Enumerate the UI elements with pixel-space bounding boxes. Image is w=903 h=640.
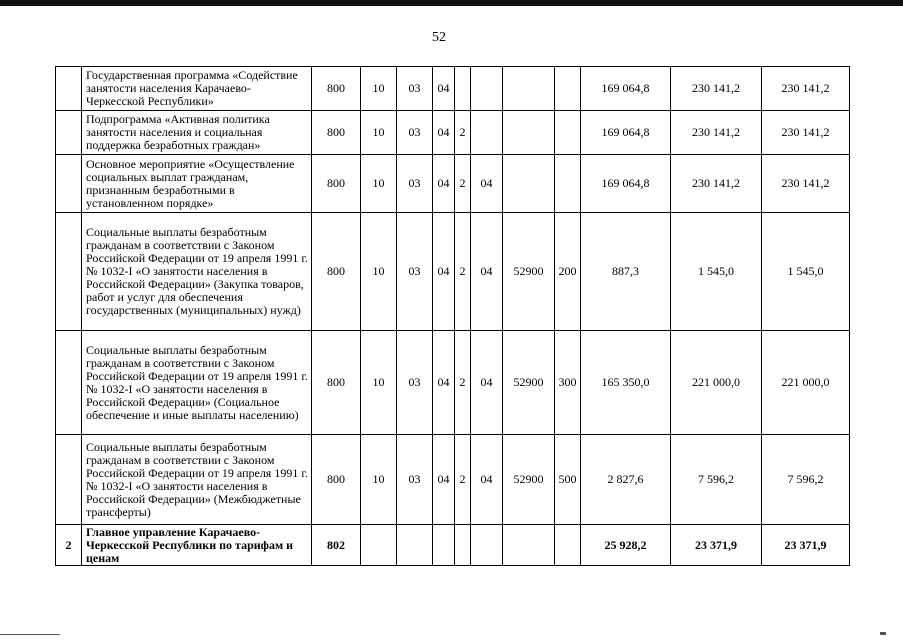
section-code-cell: 10 bbox=[361, 435, 397, 525]
amount-year-3-cell: 23 371,9 bbox=[762, 525, 850, 566]
amount-year-1-cell: 165 350,0 bbox=[581, 331, 671, 435]
row-number-cell bbox=[56, 435, 82, 525]
target-code-4-cell bbox=[503, 111, 555, 155]
table-body bbox=[56, 67, 850, 566]
expense-type-cell bbox=[555, 67, 581, 111]
target-code-1-cell: 04 bbox=[433, 213, 455, 331]
ministry-code-cell: 800 bbox=[312, 111, 361, 155]
amount-year-3-cell: 1 545,0 bbox=[762, 213, 850, 331]
target-code-3-cell bbox=[471, 111, 503, 155]
table-row bbox=[56, 111, 850, 155]
subsection-code-cell: 03 bbox=[397, 67, 433, 111]
table-row bbox=[56, 331, 850, 435]
table-row bbox=[56, 155, 850, 213]
page-number: 52 bbox=[432, 30, 446, 45]
section-code-cell: 10 bbox=[361, 213, 397, 331]
amount-year-1-cell: 169 064,8 bbox=[581, 111, 671, 155]
target-code-2-cell: 2 bbox=[455, 213, 471, 331]
target-code-2-cell: 2 bbox=[455, 111, 471, 155]
target-code-2-cell: 2 bbox=[455, 331, 471, 435]
row-name-cell: Главное управление Карачаево-Черкесской Республики по тарифам и ценам bbox=[82, 525, 312, 566]
target-code-3-cell: 04 bbox=[471, 155, 503, 213]
ministry-code-cell: 800 bbox=[312, 435, 361, 525]
subsection-code-cell bbox=[397, 525, 433, 566]
target-code-4-cell bbox=[503, 525, 555, 566]
ministry-code-cell: 800 bbox=[312, 155, 361, 213]
amount-year-3-cell: 221 000,0 bbox=[762, 331, 850, 435]
table-row bbox=[56, 67, 850, 111]
row-number-cell bbox=[56, 155, 82, 213]
budget-table bbox=[55, 66, 850, 566]
target-code-3-cell: 04 bbox=[471, 213, 503, 331]
ministry-code-cell: 802 bbox=[312, 525, 361, 566]
row-number-cell bbox=[56, 331, 82, 435]
ministry-code-cell: 800 bbox=[312, 331, 361, 435]
amount-year-3-cell: 7 596,2 bbox=[762, 435, 850, 525]
target-code-1-cell: 04 bbox=[433, 435, 455, 525]
expense-type-cell bbox=[555, 111, 581, 155]
section-code-cell bbox=[361, 525, 397, 566]
top-border-line bbox=[0, 0, 903, 6]
row-name-cell: Социальные выплаты безработным гражданам в соответствии с Законом Российской Федерации от 19 апреля 1991 г. № 1032-I «О занятости населения в Российской Федерации» (Социальное обеспечение и иные выплаты населению) bbox=[82, 331, 312, 435]
target-code-1-cell: 04 bbox=[433, 111, 455, 155]
target-code-3-cell bbox=[471, 67, 503, 111]
target-code-4-cell: 52900 bbox=[503, 435, 555, 525]
section-code-cell: 10 bbox=[361, 67, 397, 111]
amount-year-1-cell: 169 064,8 bbox=[581, 155, 671, 213]
amount-year-3-cell: 230 141,2 bbox=[762, 155, 850, 213]
ministry-code-cell: 800 bbox=[312, 67, 361, 111]
target-code-2-cell bbox=[455, 67, 471, 111]
subsection-code-cell: 03 bbox=[397, 213, 433, 331]
table-row bbox=[56, 435, 850, 525]
target-code-2-cell: 2 bbox=[455, 435, 471, 525]
table-row bbox=[56, 525, 850, 566]
amount-year-3-cell: 230 141,2 bbox=[762, 67, 850, 111]
row-name-cell: Подпрограмма «Активная политика занятости населения и социальная поддержка безработных граждан» bbox=[82, 111, 312, 155]
scan-artifact-dot bbox=[880, 632, 886, 635]
row-number-cell bbox=[56, 213, 82, 331]
amount-year-2-cell: 230 141,2 bbox=[671, 111, 762, 155]
expense-type-cell: 200 bbox=[555, 213, 581, 331]
amount-year-2-cell: 1 545,0 bbox=[671, 213, 762, 331]
target-code-4-cell: 52900 bbox=[503, 331, 555, 435]
target-code-3-cell: 04 bbox=[471, 435, 503, 525]
row-number-cell bbox=[56, 67, 82, 111]
scan-artifact-line bbox=[0, 634, 60, 635]
target-code-1-cell bbox=[433, 525, 455, 566]
amount-year-2-cell: 23 371,9 bbox=[671, 525, 762, 566]
row-number-cell bbox=[56, 111, 82, 155]
target-code-4-cell: 52900 bbox=[503, 213, 555, 331]
subsection-code-cell: 03 bbox=[397, 435, 433, 525]
section-code-cell: 10 bbox=[361, 331, 397, 435]
ministry-code-cell: 800 bbox=[312, 213, 361, 331]
section-code-cell: 10 bbox=[361, 155, 397, 213]
amount-year-1-cell: 25 928,2 bbox=[581, 525, 671, 566]
row-name-cell: Социальные выплаты безработным гражданам в соответствии с Законом Российской Федерации от 19 апреля 1991 г. № 1032-I «О занятости населения в Российской Федерации» (Закупка товаров, работ и услуг для обеспечения государственных (муниципальных) нужд) bbox=[82, 213, 312, 331]
target-code-2-cell bbox=[455, 525, 471, 566]
amount-year-2-cell: 230 141,2 bbox=[671, 155, 762, 213]
amount-year-2-cell: 230 141,2 bbox=[671, 67, 762, 111]
amount-year-2-cell: 7 596,2 bbox=[671, 435, 762, 525]
target-code-2-cell: 2 bbox=[455, 155, 471, 213]
amount-year-1-cell: 169 064,8 bbox=[581, 67, 671, 111]
subsection-code-cell: 03 bbox=[397, 111, 433, 155]
target-code-1-cell: 04 bbox=[433, 67, 455, 111]
amount-year-3-cell: 230 141,2 bbox=[762, 111, 850, 155]
row-name-cell: Государственная программа «Содействие занятости населения Карачаево-Черкесской Республики» bbox=[82, 67, 312, 111]
expense-type-cell bbox=[555, 155, 581, 213]
target-code-1-cell: 04 bbox=[433, 331, 455, 435]
target-code-4-cell bbox=[503, 67, 555, 111]
expense-type-cell: 300 bbox=[555, 331, 581, 435]
subsection-code-cell: 03 bbox=[397, 331, 433, 435]
expense-type-cell bbox=[555, 525, 581, 566]
subsection-code-cell: 03 bbox=[397, 155, 433, 213]
target-code-4-cell bbox=[503, 155, 555, 213]
target-code-3-cell: 04 bbox=[471, 331, 503, 435]
row-name-cell: Основное мероприятие «Осуществление социальных выплат гражданам, признанным безработными в установленном порядке» bbox=[82, 155, 312, 213]
table-row bbox=[56, 213, 850, 331]
expense-type-cell: 500 bbox=[555, 435, 581, 525]
row-name-cell: Социальные выплаты безработным гражданам в соответствии с Законом Российской Федерации от 19 апреля 1991 г. № 1032-I «О занятости населения в Российской Федерации» (Межбюджетные трансферты) bbox=[82, 435, 312, 525]
amount-year-1-cell: 887,3 bbox=[581, 213, 671, 331]
target-code-1-cell: 04 bbox=[433, 155, 455, 213]
section-code-cell: 10 bbox=[361, 111, 397, 155]
amount-year-2-cell: 221 000,0 bbox=[671, 331, 762, 435]
row-number-cell: 2 bbox=[56, 525, 82, 566]
target-code-3-cell bbox=[471, 525, 503, 566]
amount-year-1-cell: 2 827,6 bbox=[581, 435, 671, 525]
